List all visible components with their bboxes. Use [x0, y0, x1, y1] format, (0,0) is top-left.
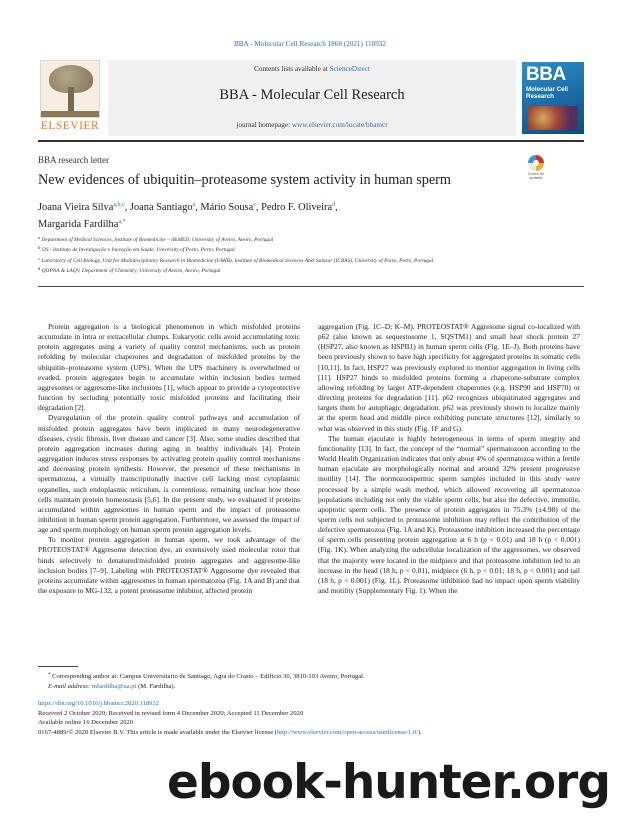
body-paragraph: aggregation (Fig. 1C–D; K–M). PROTEOSTAT® Aggresome signal co-localized with p62 (also known as sequestosome 1, SQSTM1) and small heat shock protein 27 (HSP27, also known as HSPB1) in human sperm cells (Fig. 1E–J). Both proteins have been previously shown to have high specificity for aggregated proteins in somatic cells [10,11]. In fact, HSP27 was previously explored to monitor aggregation in living cells [11]. HSP27 binds to misfolded proteins forming a chaperone-substrate complex allowing refolding by larger ATP-dependent chaperones (e.g. HSP90 and HSP70) or directing proteins for degradation [11]. p62 recognizes ubiquitinated aggregates and targets them for autophagic degradation. p62 was previously shown to localize mainly at the sperm head and middle piece exhibiting punctate structures [12], similarly to what was observed in this study (Fig. 1F and G). [318, 322, 580, 433]
body-paragraph: To monitor protein aggregation in human sperm, we took advantage of the PROTEOSTAT® Aggresome detection dye, an extensively used molecular rotor that binds selectively to denatured/misfolded protein aggregates and aggresome-like inclusion bodies [7–9]. Labeling with PROTEOSTAT® Aggresome dye revealed that proteins accumulate within aggresomes in human spermatozoa (Fig. 1A and B) and that the exposure to MG-132, a potent proteasome inhibitor, affected protein [38, 535, 300, 596]
doi-link[interactable]: https://doi.org/10.1016/j.bbamcr.2020.118932 [38, 700, 160, 707]
affiliation-item: $^c$ Laboratory of Cell Biology, Unit for Multidisciplinary Research in Biomedicine (UMIB), Institute of Biomedical Sciences Abel Salazar (ICBAS), University of Porto, Porto, Portugal [38, 255, 434, 264]
cover-subtitle: Molecular Cell Research [526, 86, 568, 100]
body-paragraph: The human ejaculate is highly heterogeneous in terms of sperm integrity and functionality [13]. In fact, the concept of the “normal” spermatozoon according to the World Health Organization indicates that only about 4% of spermatozoa within a fertile human ejaculate are morphologically normal and around 32% present progressive motility [14]. The normozoospermic sperm samples included in this study were processed by a simple wash method, which allowed recovering all spermatozoa populations including not only the viable sperm cells, but also the defective, immotile, apoptotic sperm cells. The presence of protein aggregates in 75.3% (±4.98) of the sperm cells not subjected to proteasome inhibition may reflect the contribution of the defective spermatozoa (Fig. 1A and K). Proteasome inhibition increased the percentage of sperm cells presenting protein aggregation at 6 h (p < 0.01) and 18 h (p < 0.001) (Fig. 1K). When analyzing the subcellular localization of the aggresomes, we observed that the majority were located in the midpiece and that proteasome inhibition led to an increase in the head (18 h, p < 0.01), midpiece (6 h, p < 0.01; 18 h, p < 0.001) and tail (18 h, p < 0.001) (Fig. 1L). Proteasome inhibition had no impact upon sperm viability and motility (Supplementary Fig. 1). When the [318, 433, 580, 596]
body-column-right [318, 322, 580, 596]
body-column-left [38, 322, 300, 596]
affiliations [38, 234, 586, 275]
affiliation-item: $^d$ QOPNA & LAQV, Department of Chemistry, University of Aveiro, Aveiro, Portugal [38, 265, 221, 274]
author-name[interactable]: Joana Vieira Silva [38, 202, 114, 213]
contents-line: Contents lists available at ScienceDirect [254, 65, 370, 73]
homepage-line: journal homepage: www.elsevier.com/locate/bbamcr [236, 121, 388, 129]
author-list: Joana Vieira Silva$^{a,b,c}$, Joana Santiago$^a$, Mário Sousa$^c$, Pedro F. Oliveira$^d$, Margarida Fardilha$^{a,*}$ [38, 202, 338, 230]
site-watermark: ebook-hunter.org [166, 755, 610, 810]
check-for-updates-button[interactable] [523, 155, 549, 183]
journal-title: BBA - Molecular Cell Research [219, 87, 405, 103]
crossmark-label: Check for updates [527, 172, 545, 181]
tree-icon [40, 60, 100, 118]
affiliation-item: $^b$ i3S - Instituto de Investigação e Inovação em Saúde, University of Porto, Porto, Portugal [38, 245, 235, 254]
affiliations-divider [38, 286, 584, 287]
elsevier-logo[interactable] [38, 60, 102, 136]
license-line: 0167-4889/© 2020 Elsevier B.V. This article is made available under the Elsevier license (http://www.elsevier.com/open-access/userlicense/1.0/). [38, 729, 422, 737]
article-title: New evidences of ubiquitin–proteasome system activity in human sperm [38, 172, 451, 188]
elsevier-wordmark: ELSEVIER [40, 120, 100, 132]
author-affil-sup[interactable]: a [192, 202, 196, 208]
author-name[interactable]: , Pedro F. Oliveira [255, 202, 333, 213]
author-affil-sup[interactable]: c [253, 202, 256, 208]
footnote-divider [38, 666, 78, 667]
license-link[interactable]: http://www.elsevier.com/open-access/userlicense/1.0/ [276, 729, 419, 737]
author-name[interactable]: , Joana Santiago [124, 202, 193, 213]
masthead-center [108, 60, 516, 136]
affiliation-item: $^a$ Department of Medical Sciences, Institute of Biomedicine – iBiMED, University of Aveiro, Aveiro, Portugal [38, 235, 274, 243]
publication-info [38, 699, 584, 738]
body-paragraph: Protein aggregation is a biological phenomenon in which misfolded proteins accumulate in intra or extracellular clumps. Eukaryotic cells avoid accumulating toxic protein aggregates using a variety of quality control mechanisms, such as protein refolding by molecular chaperones and degradation of misfolded proteins by the ubiquitin–proteasome system (UPS). When the UPS machinery is overwhelmed or evaded, protein aggregates begin to accumulate within inclusion bodies termed aggresomes or aggresome-like inclusions [1], which appear to provide a cytoprotective function by secluding potentially toxic misfolded proteins and facilitating their degradation [2]. [38, 322, 300, 413]
cover-image [528, 106, 578, 130]
article-type: BBA research letter [38, 155, 109, 165]
author-name[interactable]: Margarida Fardilha [38, 219, 119, 230]
cover-logo: BBA [526, 64, 566, 85]
sciencedirect-link[interactable]: ScienceDirect [329, 65, 370, 73]
header-divider [38, 140, 584, 142]
author-name[interactable]: , Mário Sousa [195, 202, 254, 213]
author-affil-sup[interactable]: a,b,c [113, 202, 125, 208]
body-paragraph: Dysregulation of the protein quality control pathways and accumulation of misfolded protein aggregates have been implicated in many neurodegenerative diseases, cystic fibrosis, liver disease and cancer [3]. Also, some studies described that protein aggregation increases during aging in healthy individuals [4]. Protein aggregation induces stress responses by activating protein quality control mechanisms and decreasing protein synthesis. However, the presence of these mechanisms in spermatozoa, a virtually transcriptionally inactive cell lacking most cytoplasmic organelles, such endoplasmic reticulum, is contentious, remaining unclear how those cells maintain protein homeostasis [5,6]. In the present study, we evaluated if proteins accumulated within aggresomes in human sperm and the impact of proteasome inhibition in human sperm protein aggregation. Furthermore, we assessed the impact of age and sperm morphology on human sperm protein aggregation levels. [38, 413, 300, 535]
author-affil-sup[interactable]: d [332, 202, 336, 208]
journal-homepage-link[interactable]: www.elsevier.com/locate/bbamcr [291, 121, 388, 129]
received-dates: Received 2 October 2020; Received in revised form 4 December 2020; Accepted 11 December 2020 [38, 709, 304, 717]
running-header[interactable]: BBA - Molecular Cell Research 1868 (2021) 118932 [233, 40, 387, 48]
online-date: Available online 16 December 2020 [38, 719, 134, 727]
journal-cover-thumbnail[interactable] [522, 62, 584, 134]
author-affil-sup[interactable]: a,* [118, 219, 126, 225]
email-link[interactable]: mfardilha@ua.pt [91, 682, 137, 690]
journal-masthead [38, 60, 584, 138]
corresponding-author-footnote: * Corresponding author at: Campus Universitario de Santiago, Agra do Crasto – Edificio 30, 3810-193 Aveiro, Portugal. E-mail address: mfardilha@ua.pt (M. Fardilha). [48, 673, 365, 690]
